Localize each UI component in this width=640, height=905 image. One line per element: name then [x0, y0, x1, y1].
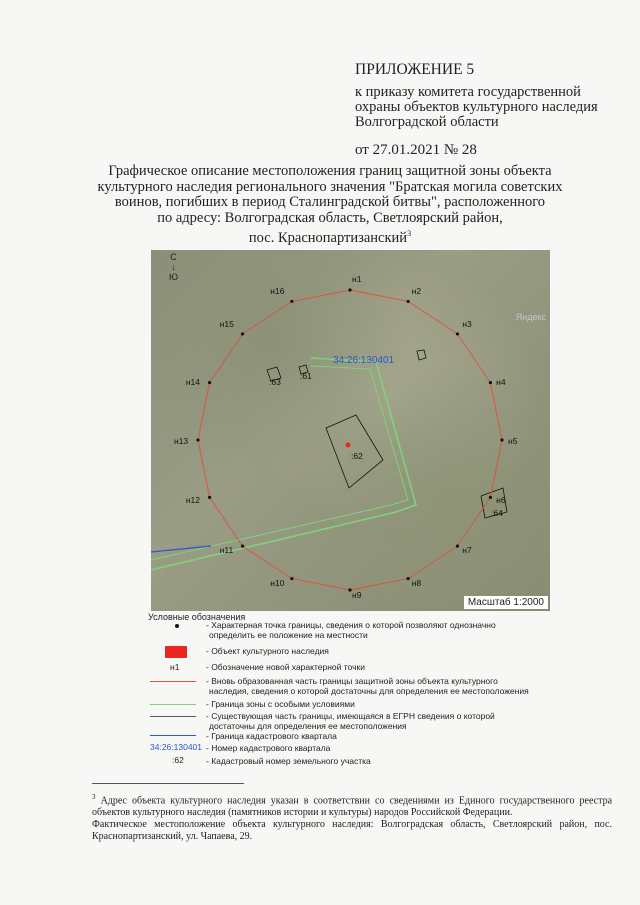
legend-quarter-text: - Граница кадастрового квартала	[206, 731, 337, 741]
boundary-point-н7	[456, 544, 459, 547]
point-label-н7: н7	[462, 544, 472, 555]
boundary-point-н12	[208, 496, 211, 499]
parcel-label-61: :61	[300, 371, 312, 381]
compass-arrow: ↓	[171, 262, 176, 272]
footnote-text-2: Фактическое местоположение объекта культурного наследия: Волгоградская область, Светлоярский район, пос. Краснопартизанский, ул. Чапаева, 29.	[92, 819, 612, 843]
boundary-point-н8	[407, 577, 410, 580]
boundary-point-н1	[348, 288, 351, 291]
legend-new-point-text: - Обозначение новой характерной точки	[206, 662, 365, 672]
parcel-small	[417, 350, 426, 360]
title-line-4: по адресу: Волгоградская область, Светлоярский район,	[157, 209, 503, 226]
boundary-points	[196, 285, 506, 591]
legend-object-text: - Объект культурного наследия	[206, 646, 329, 656]
quarter-boundary-symbol	[150, 735, 196, 736]
legend-point-text: - Характерная точка границы, сведения о которой позволяют однозначно	[206, 620, 496, 630]
point-label-н15: н15	[219, 319, 234, 330]
point-label-н6: н6	[496, 494, 506, 505]
quarter-number-symbol: 34:26:130401	[150, 742, 202, 752]
boundary-point-н14	[208, 381, 211, 384]
point-label-н13: н13	[174, 436, 189, 446]
new-point-symbol: н1	[170, 662, 180, 672]
boundary-point-н15	[241, 332, 244, 335]
order-line-3: Волгоградской области	[355, 114, 499, 130]
title-line-5: пос. Краснопартизанский	[248, 229, 408, 246]
compass-north-label: С	[170, 252, 177, 262]
footnote-address	[92, 791, 612, 819]
new-boundary-symbol	[150, 681, 196, 682]
legend-existing-text-2: достаточны для определения ее местоположения	[209, 721, 407, 731]
footnote-number: 3	[92, 793, 96, 801]
map-watermark: Яндекс	[515, 312, 546, 322]
cadastral-map	[151, 250, 550, 611]
compass-south-label: Ю	[169, 272, 179, 282]
compass	[169, 252, 178, 282]
point-label-н3: н3	[462, 319, 472, 330]
point-label-н9: н9	[352, 590, 362, 600]
heritage-object-marker	[346, 443, 351, 448]
point-label-н12: н12	[185, 494, 201, 505]
boundary-point-н6	[489, 496, 492, 499]
appendix-header	[355, 62, 635, 130]
title-line-2: культурного наследия регионального значения "Братская могила советских	[97, 178, 563, 195]
map-overlay	[151, 250, 550, 611]
parcel-label-62: :62	[351, 451, 363, 461]
boundary-point-н11	[241, 544, 244, 547]
point-label-н4: н4	[496, 377, 506, 388]
point-label-н11: н11	[219, 544, 234, 555]
order-date: от 27.01.2021 № 28	[355, 142, 477, 158]
parcel-label-64: :64	[491, 508, 503, 518]
existing-boundary-symbol	[150, 716, 196, 717]
point-label-н10: н10	[270, 578, 285, 589]
quarter-boundary	[151, 546, 211, 552]
point-label-н16: н16	[270, 285, 285, 296]
title-line-3: воинов, погибших в период Сталинградской битвы", расположенного	[114, 194, 546, 210]
heritage-object-symbol	[165, 646, 187, 658]
point-label-н2: н2	[411, 285, 422, 296]
boundary-point-н2	[407, 300, 410, 303]
point-label-н14: н14	[185, 377, 201, 388]
boundary-point-н10	[290, 577, 293, 580]
parcel-label-63: :63	[269, 377, 281, 387]
point-label-н1: н1	[352, 274, 362, 284]
boundary-point-н4	[489, 381, 492, 384]
appendix-title: ПРИЛОЖЕНИЕ 5	[355, 61, 475, 78]
order-line-1: к приказу комитета государственной	[355, 84, 581, 100]
parcel-number-symbol: :62	[172, 755, 184, 765]
special-zone-symbol	[150, 704, 196, 705]
legend-title: Условные обозначения	[148, 612, 246, 622]
scale-label: Масштаб 1:2000	[464, 596, 548, 609]
order-line-2: охраны объектов культурного наследия	[355, 99, 598, 115]
point-symbol	[175, 624, 179, 628]
title-line-1: Графическое описание местоположения границ защитной зоны объекта	[108, 163, 552, 179]
legend-existing-text: - Существующая часть границы, имеющаяся в ЕГРН сведения о которой	[206, 711, 495, 721]
special-zone-boundary-inner	[151, 366, 408, 560]
boundary-point-н13	[196, 438, 199, 441]
footnote-text-1: Адрес объекта культурного наследия указан в соответствии со сведениями из Единого государственного реестра объектов культурного наследия (памятников истории и культуры) народов Российской Федерации.	[92, 795, 613, 819]
legend-new-boundary-text: - Вновь образованная часть границы защитной зоны объекта культурного	[206, 676, 498, 686]
legend-new-boundary-text-2: наследия, сведения о которой достаточны для определения ее местоположения	[209, 686, 529, 696]
footnote-divider	[92, 783, 244, 784]
legend-point-text-2: определить ее положение на местности	[209, 630, 368, 640]
boundary-point-н16	[290, 300, 293, 303]
legend-quarter-number-text: - Номер кадастрового квартала	[206, 743, 331, 753]
boundary-point-н5	[500, 438, 503, 441]
legend-special-zone-text: - Граница зоны с особыми условиями	[206, 699, 355, 709]
point-label-н8: н8	[411, 578, 422, 589]
quarter-label: 34:26:130401	[333, 355, 395, 366]
boundary-point-н3	[456, 332, 459, 335]
document-title	[60, 164, 600, 246]
footnote	[92, 791, 612, 843]
point-label-н5: н5	[508, 436, 518, 446]
footnote-marker: 3	[407, 229, 412, 238]
legend-parcel-text: - Кадастровый номер земельного участка	[206, 756, 371, 766]
